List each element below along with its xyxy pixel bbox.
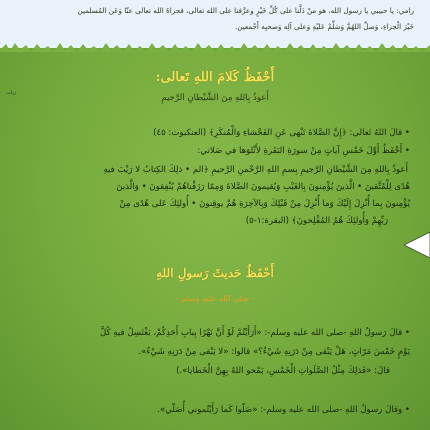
salutation: - صلى الله عليه وسلم - <box>175 294 255 303</box>
intro-line-1: رامي: يا حبيبي يا رسول الله، هو منْ دَلَّنا على كُلِّ خَيْرٍ وعرَّفنا على الله تعالى، فجزاهُ الله تعالى عنّا وَعَن المُسلمين <box>77 6 414 15</box>
baqara-line-1: أَعوذُ بِاللهِ مِنَ الشَّيْطانِ الرَّجيمِ بِسمِ اللهِ الرَّحْمنِ الرَّحيمِ ﴿الم • ذلِكَ الكِتابُ لا رَيْبَ فيهِ <box>103 165 408 175</box>
baqara-line-4: رَبِّهِمْ وَأُولئِكَ هُمُ المُفْلِحونَ﴾ (البقرة:١-٥) <box>245 216 388 226</box>
white-arrow-shape <box>404 232 430 258</box>
baqara-line-2: هُدًى لِلْمُتَّقينَ • الَّذينَ يُؤْمِنونَ بِالغَيْبِ وَيُقيمونَ الصَّلاةَ وَمِمّا رَزَقْناهُمْ يُنْفِقونَ • وَالَّذينَ <box>116 182 410 192</box>
hadith1-line-2: يَوْمٍ خَمْسَ مَرّاتٍ، هَلْ يَبْقى مِنْ دَرَنِهِ شَيْءٌ؟» قالوا: «لا يَبْقى مِنْ دَرَنِهِ شَيْءٌ». <box>138 347 410 357</box>
hadith-heading: أَحْفَظُ حَديثَ رَسولِ اللهِ <box>156 266 274 280</box>
hadith1-line-1: • قالَ رَسولُ اللهِ -صلى الله عليه وسلم-: «أَرَأَيْتُمْ لَوْ أَنَّ نَهْرًا بِبابِ أَحَدِكُمْ، يَغْتَسِلُ فيهِ كُلَّ <box>99 328 410 338</box>
hadith1-line-3: قالَ: «فَذلِكَ مِثْلُ الصَّلَواتِ الْخَمْسِ، يَمْحو اللهُ بِهِنَّ الْخَطايا».) <box>176 366 390 376</box>
verse-line: • قالَ اللهُ تَعالى: ﴿إِنَّ الصَّلاةَ تَنْهى عَنِ الفَحْشاءِ وَالْمُنكَرِ﴾ (العنكبوت: ٤٥) <box>153 128 410 138</box>
baqara-line-3: يُؤْمِنونَ بِما أُنْزِلَ إِلَيْكَ وَما أُنْزِلَ مِنْ قَبْلِكَ وَبِالآخِرَةِ هُمْ يوقِنونَ • أُولئِكَ عَلى هُدًى مِنْ <box>119 199 410 209</box>
corner-mark: رباب <box>6 90 17 96</box>
isti-adha: أَعوذُ بِاللهِ مِنَ الشَّيْطانِ الرَّجيمِ <box>161 93 269 103</box>
intro-line-2: خَيْرَ الْجزاءِ، وَصلِّ اللهُمَّ وَسَلِّمْ عَليْهِ وَعلى آلِه وَصحبِه أَجْمعين. <box>234 22 414 31</box>
quran-heading: أَحْفَظُ كَلامَ اللهِ تَعالى: <box>155 70 275 85</box>
hadith2-line: • وقالَ رسولُ اللهِ -صلى الله عليه وسلم-: «صَلّوا كَما رَأَيْتُموني أُصَلّي». <box>157 405 410 415</box>
memorize-instruction: • أَحْفَظُ أَوَّلَ خَمْسِ آياتٍ مِنْ سورَةِ البَقَرةِ لأَتْلوَها في صَلاتي: <box>197 146 410 156</box>
